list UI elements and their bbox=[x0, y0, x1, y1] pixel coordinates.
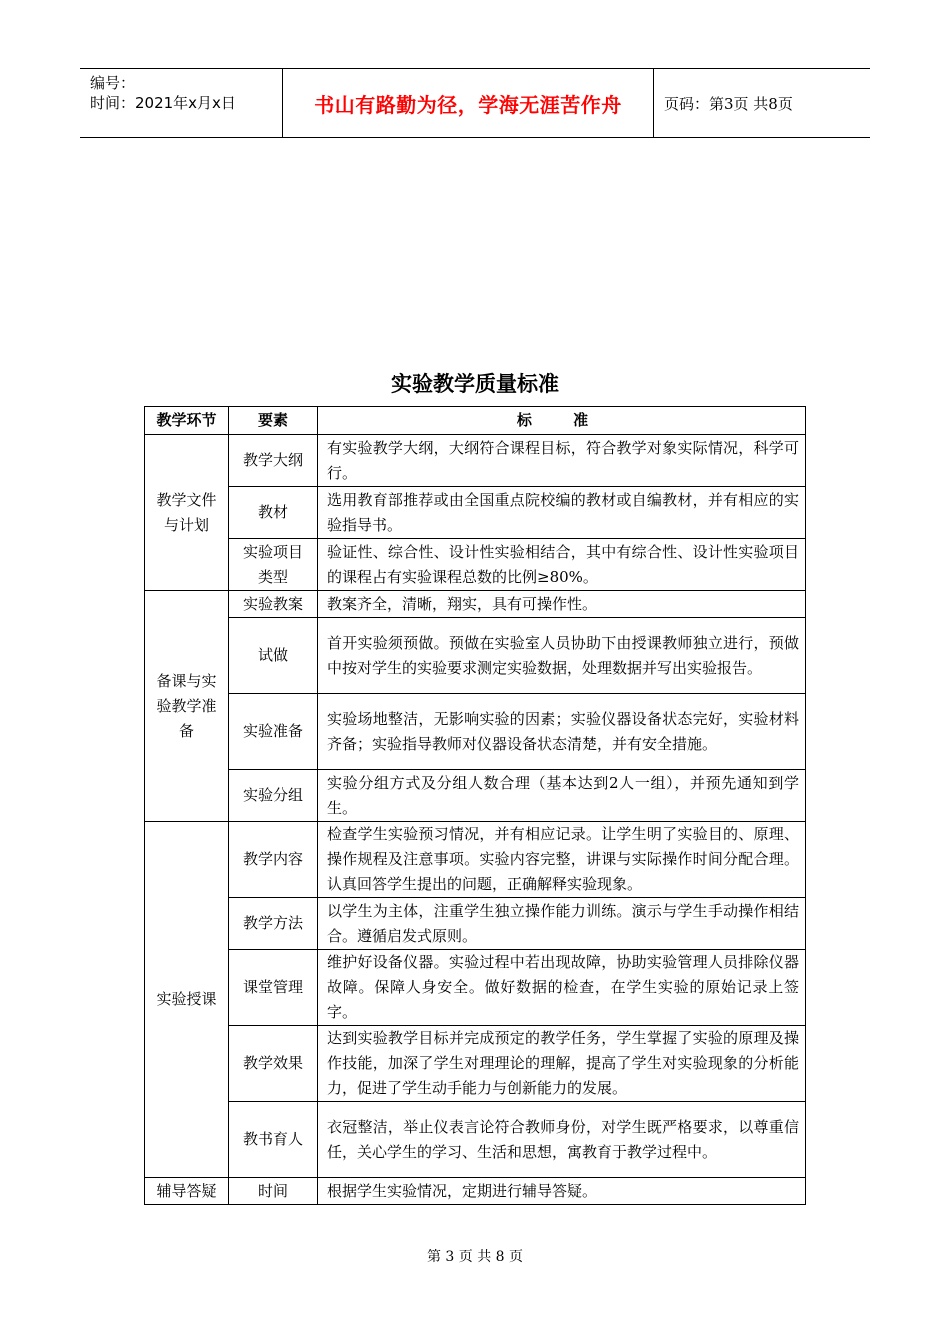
element-cell: 实验分组 bbox=[229, 770, 318, 822]
standard-cell: 以学生为主体，注重学生独立操作能力训练。演示与学生手动操作相结合。遵循启发式原则。 bbox=[318, 898, 806, 950]
table-row bbox=[145, 1026, 806, 1102]
element-cell: 教学方法 bbox=[229, 898, 318, 950]
section-name: 辅导答疑 bbox=[145, 1178, 229, 1205]
table-row bbox=[145, 539, 806, 591]
standard-cell: 有实验教学大纲，大纲符合课程目标，符合教学对象实际情况，科学可行。 bbox=[318, 435, 806, 487]
standard-cell: 衣冠整洁，举止仪表言论符合教师身份，对学生既严格要求，以尊重信任，关心学生的学习、生活和思想，寓教育于教学过程中。 bbox=[318, 1102, 806, 1178]
standard-cell: 验证性、综合性、设计性实验相结合，其中有综合性、设计性实验项目的课程占有实验课程总数的比例≥80%。 bbox=[318, 539, 806, 591]
document-title: 实验教学质量标准 bbox=[391, 372, 559, 396]
element-cell: 教学大纲 bbox=[229, 435, 318, 487]
page-header bbox=[80, 68, 870, 138]
element-cell: 试做 bbox=[229, 618, 318, 694]
page-footer: 第 3 页 共 8 页 bbox=[426, 1249, 524, 1265]
page-info-text: 页码：第3页 共8页 bbox=[664, 94, 793, 113]
standard-cell: 教案齐全，清晰，翔实，具有可操作性。 bbox=[318, 591, 806, 618]
element-cell: 教材 bbox=[229, 487, 318, 539]
element-cell: 教学内容 bbox=[229, 822, 318, 898]
section-name: 备课与实验教学准备 bbox=[145, 591, 229, 822]
standard-cell: 实验分组方式及分组人数合理（基本达到2人一组），并预先通知到学生。 bbox=[318, 770, 806, 822]
table-row bbox=[145, 694, 806, 770]
standard-cell: 根据学生实验情况，定期进行辅导答疑。 bbox=[318, 1178, 806, 1205]
standards-table bbox=[144, 406, 806, 1205]
table-row bbox=[145, 1178, 806, 1205]
table-row bbox=[145, 822, 806, 898]
standard-cell: 维护好设备仪器。实验过程中若出现故障，协助实验管理人员排除仪器故障。保障人身安全。做好数据的检查，在学生实验的原始记录上签字。 bbox=[318, 950, 806, 1026]
standard-cell: 选用教育部推荐或由全国重点院校编的教材或自编教材，并有相应的实验指导书。 bbox=[318, 487, 806, 539]
header-meta bbox=[80, 69, 282, 137]
element-cell: 教学效果 bbox=[229, 1026, 318, 1102]
time-label: 时间：2021年x月x日 bbox=[90, 94, 236, 112]
table-row bbox=[145, 618, 806, 694]
table-row bbox=[145, 591, 806, 618]
header-stage: 教学环节 bbox=[145, 407, 229, 435]
table-row bbox=[145, 487, 806, 539]
number-label: 编号： bbox=[90, 74, 136, 92]
element-cell: 实验准备 bbox=[229, 694, 318, 770]
table-row bbox=[145, 435, 806, 487]
section-name: 实验授课 bbox=[145, 822, 229, 1178]
section-name: 教学文件与计划 bbox=[145, 435, 229, 591]
element-cell: 实验项目类型 bbox=[229, 539, 318, 591]
header-motto-cell bbox=[282, 69, 654, 137]
table-row bbox=[145, 1102, 806, 1178]
standard-cell: 达到实验教学目标并完成预定的教学任务，学生掌握了实验的原理及操作技能，加深了学生对理理论的理解，提高了学生对实验现象的分析能力，促进了学生动手能力与创新能力的发展。 bbox=[318, 1026, 806, 1102]
standard-cell: 实验场地整洁，无影响实验的因素；实验仪器设备状态完好，实验材料齐备；实验指导教师对仪器设备状态清楚，并有安全措施。 bbox=[318, 694, 806, 770]
element-cell: 实验教案 bbox=[229, 591, 318, 618]
element-cell: 教书育人 bbox=[229, 1102, 318, 1178]
standard-cell: 首开实验须预做。预做在实验室人员协助下由授课教师独立进行，预做中按对学生的实验要求测定实验数据，处理数据并写出实验报告。 bbox=[318, 618, 806, 694]
table-row bbox=[145, 950, 806, 1026]
header-page-info bbox=[654, 69, 870, 137]
motto-text: 书山有路勤为径，学海无涯苦作舟 bbox=[314, 92, 622, 117]
element-cell: 时间 bbox=[229, 1178, 318, 1205]
standard-cell: 检查学生实验预习情况，并有相应记录。让学生明了实验目的、原理、操作规程及注意事项。实验内容完整，讲课与实际操作时间分配合理。认真回答学生提出的问题，正确解释实验现象。 bbox=[318, 822, 806, 898]
header-standard: 标 准 bbox=[318, 407, 806, 435]
header-element: 要素 bbox=[229, 407, 318, 435]
table-header-row bbox=[145, 407, 806, 435]
table-row bbox=[145, 770, 806, 822]
element-cell: 课堂管理 bbox=[229, 950, 318, 1026]
table-row bbox=[145, 898, 806, 950]
